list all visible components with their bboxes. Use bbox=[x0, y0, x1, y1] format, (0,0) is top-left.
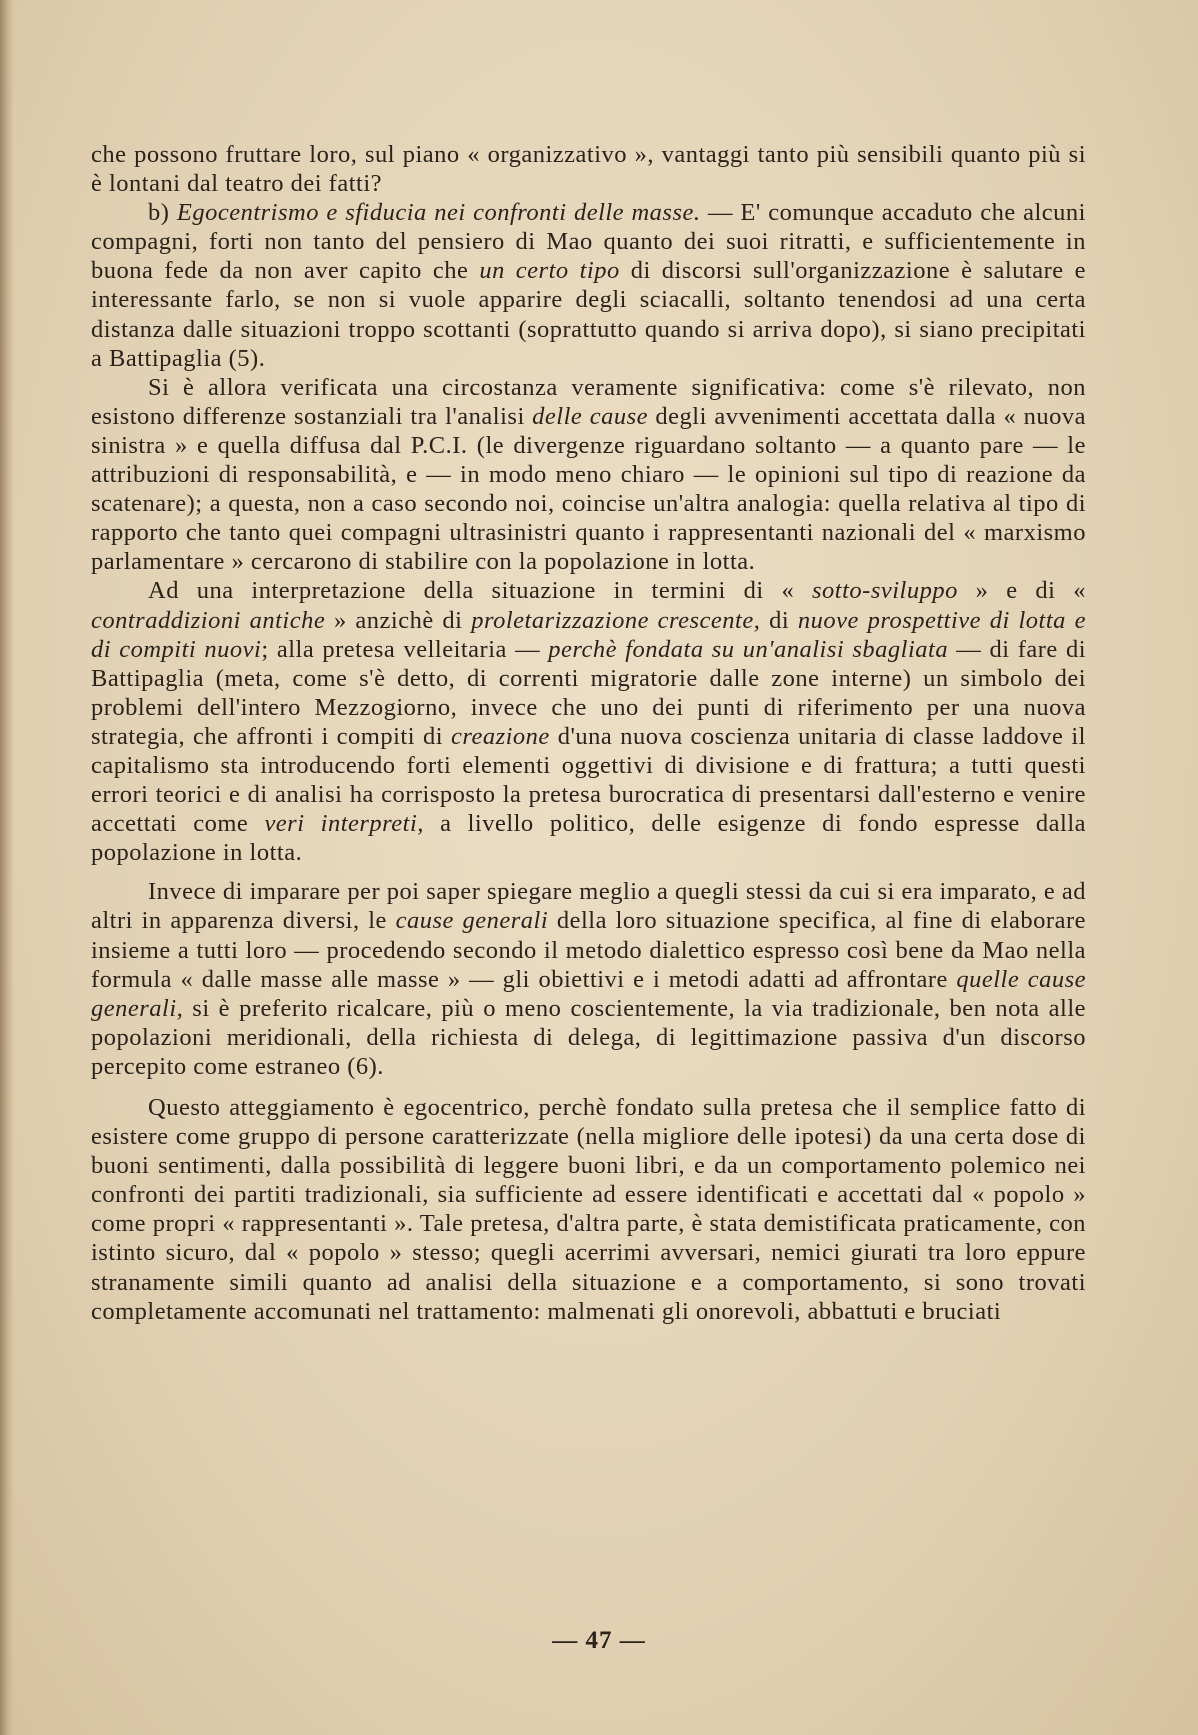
text-run: Si è allora verificata una circostanza veramente significativa: come s'è rilevato, non esistono differenze sostanziali tra l'analisi bbox=[91, 373, 1086, 430]
text-run: Questo atteggiamento è egocentrico, perchè fondato sulla pretesa che il semplice fatto di esistere come gruppo di persone caratterizzate (nella migliore delle ipotesi) da una certa dose di buoni sentimenti, dalla possibilità di leggere buoni libri, e da un comportamento polemico nei confronti dei partiti tradizionali, sia sufficiente ad essere identificati e accettati dal « popolo » come propri « rappresentanti ». Tale pretesa, d'altra parte, è stata demistificata praticamente, con istinto sicuro, dal « popolo » stesso; quegli acerrimi avversari, nemici giurati tra loro eppure stranamente simili quanto ad analisi della situazione e a comportamento, si sono trovati completamente accomunati nel trattamento: malmenati gli onorevoli, abbattuti e bruciati bbox=[91, 1094, 1086, 1325]
text-run: — E' comunque accaduto che alcuni compagni, forti non tanto del pensiero di Mao quanto dei suoi ritratti, e sufficientemente in buona fede da non aver capito che bbox=[91, 199, 1086, 285]
text-run: di bbox=[760, 606, 798, 634]
page-left-edge-shadow bbox=[0, 0, 14, 1735]
text-run: » anzichè di bbox=[325, 606, 472, 634]
text-run: Invece di imparare per poi saper spiegare meglio a quegli stessi da cui si era imparato, e ad altri in apparenza diversi, le bbox=[91, 878, 1086, 935]
italic-text-run: nuove prospettive di lotta e di compiti nuovi bbox=[91, 606, 1086, 663]
italic-text-run: proletarizzazione crescente, bbox=[471, 606, 761, 634]
italic-text-run: contraddizioni antiche bbox=[91, 606, 326, 634]
text-run: si è preferito ricalcare, più o meno coscientemente, la via tradizionale, ben nota alle popolazioni meridionali, della richiesta di delega, di legittimazione passiva d'un discorso percepito come estraneo (6). bbox=[91, 994, 1086, 1080]
page-number: — 47 — bbox=[552, 1627, 646, 1654]
italic-text-run: delle cause bbox=[532, 402, 648, 430]
text-run: ; alla pretesa velleitaria — bbox=[261, 635, 549, 663]
text-run: » e di « bbox=[957, 577, 1086, 605]
italic-text-run: veri interpreti, bbox=[264, 810, 424, 838]
italic-text-run: Egocentrismo e sfiducia nei confronti delle masse. bbox=[176, 199, 701, 227]
paragraph bbox=[91, 198, 1086, 373]
text-run: degli avvenimenti accettata dalla « nuova sinistra » e quella diffusa dal P.C.I. (le divergenze riguardano soltanto — a quanto pare — le attribuzioni di responsabilità, e — in modo meno chiaro — le opinioni sul tipo di reazione da scatenare); a questa, non a caso secondo noi, coincise un'altra analogia: quella relativa al tipo di rapporto che tanto quei compagni ultrasinistri quanto i rappresentanti nazionali del « marxismo parlamentare » cercarono di stabilire con la popolazione in lotta. bbox=[91, 402, 1086, 576]
paragraph bbox=[91, 576, 1086, 867]
italic-text-run: creazione bbox=[450, 722, 550, 750]
text-run: di discorsi sull'organizzazione è salutare e interessante farlo, se non si vuole apparire degli sciacalli, soltanto tenendosi ad una certa distanza dalle situazioni troppo scottanti (soprattutto quando si arriva dopo), si siano precipitati a Battipaglia (5). bbox=[91, 257, 1086, 372]
text-run: Ad una interpretazione della situazione in termini di « bbox=[148, 577, 813, 605]
text-run: — di fare di Battipaglia (meta, come s'è detto, di correnti migratorie dalle zone interne) un simbolo dei problemi dell'intero Mezzogiorno, invece che uno dei punti di riferimento per una nuova strategia, che affronti i compiti di bbox=[91, 635, 1087, 750]
italic-text-run: perchè fondata su un'analisi sbagliata bbox=[548, 635, 949, 663]
body-text bbox=[91, 140, 1086, 1326]
paragraph bbox=[91, 877, 1086, 1081]
text-run: che possono fruttare loro, sul piano « organizzativo », vantaggi tanto più sensibili quanto più si è lontani dal teatro dei fatti? bbox=[91, 141, 1086, 198]
italic-text-run: sotto-sviluppo bbox=[812, 577, 958, 605]
text-run: della loro situazione specifica, al fine di elaborare insieme a tutti loro — procedendo secondo il metodo dialettico espresso così bene da Mao nella formula « dalle masse alle masse » — gli obiettivi e i metodi adatti ad affrontare bbox=[91, 907, 1086, 993]
text-run: d'una nuova coscienza unitaria di classe laddove il capitalismo sta introducendo forti elementi oggettivi di divisione e di frattura; a tutti questi errori teorici e di analisi ha corrisposto la pretesa burocratica di presentarsi dall'esterno e venire accettati come bbox=[91, 722, 1086, 838]
paragraph bbox=[91, 373, 1086, 577]
paragraph bbox=[91, 140, 1086, 198]
italic-text-run: un certo tipo bbox=[479, 257, 620, 285]
text-run: b) bbox=[148, 199, 177, 227]
paragraph bbox=[91, 1093, 1086, 1326]
italic-text-run: cause generali bbox=[395, 907, 549, 935]
text-run: a livello politico, delle esigenze di fondo espresse dalla popolazione in lotta. bbox=[91, 810, 1087, 867]
italic-text-run: quelle cause generali, bbox=[91, 965, 1086, 1022]
